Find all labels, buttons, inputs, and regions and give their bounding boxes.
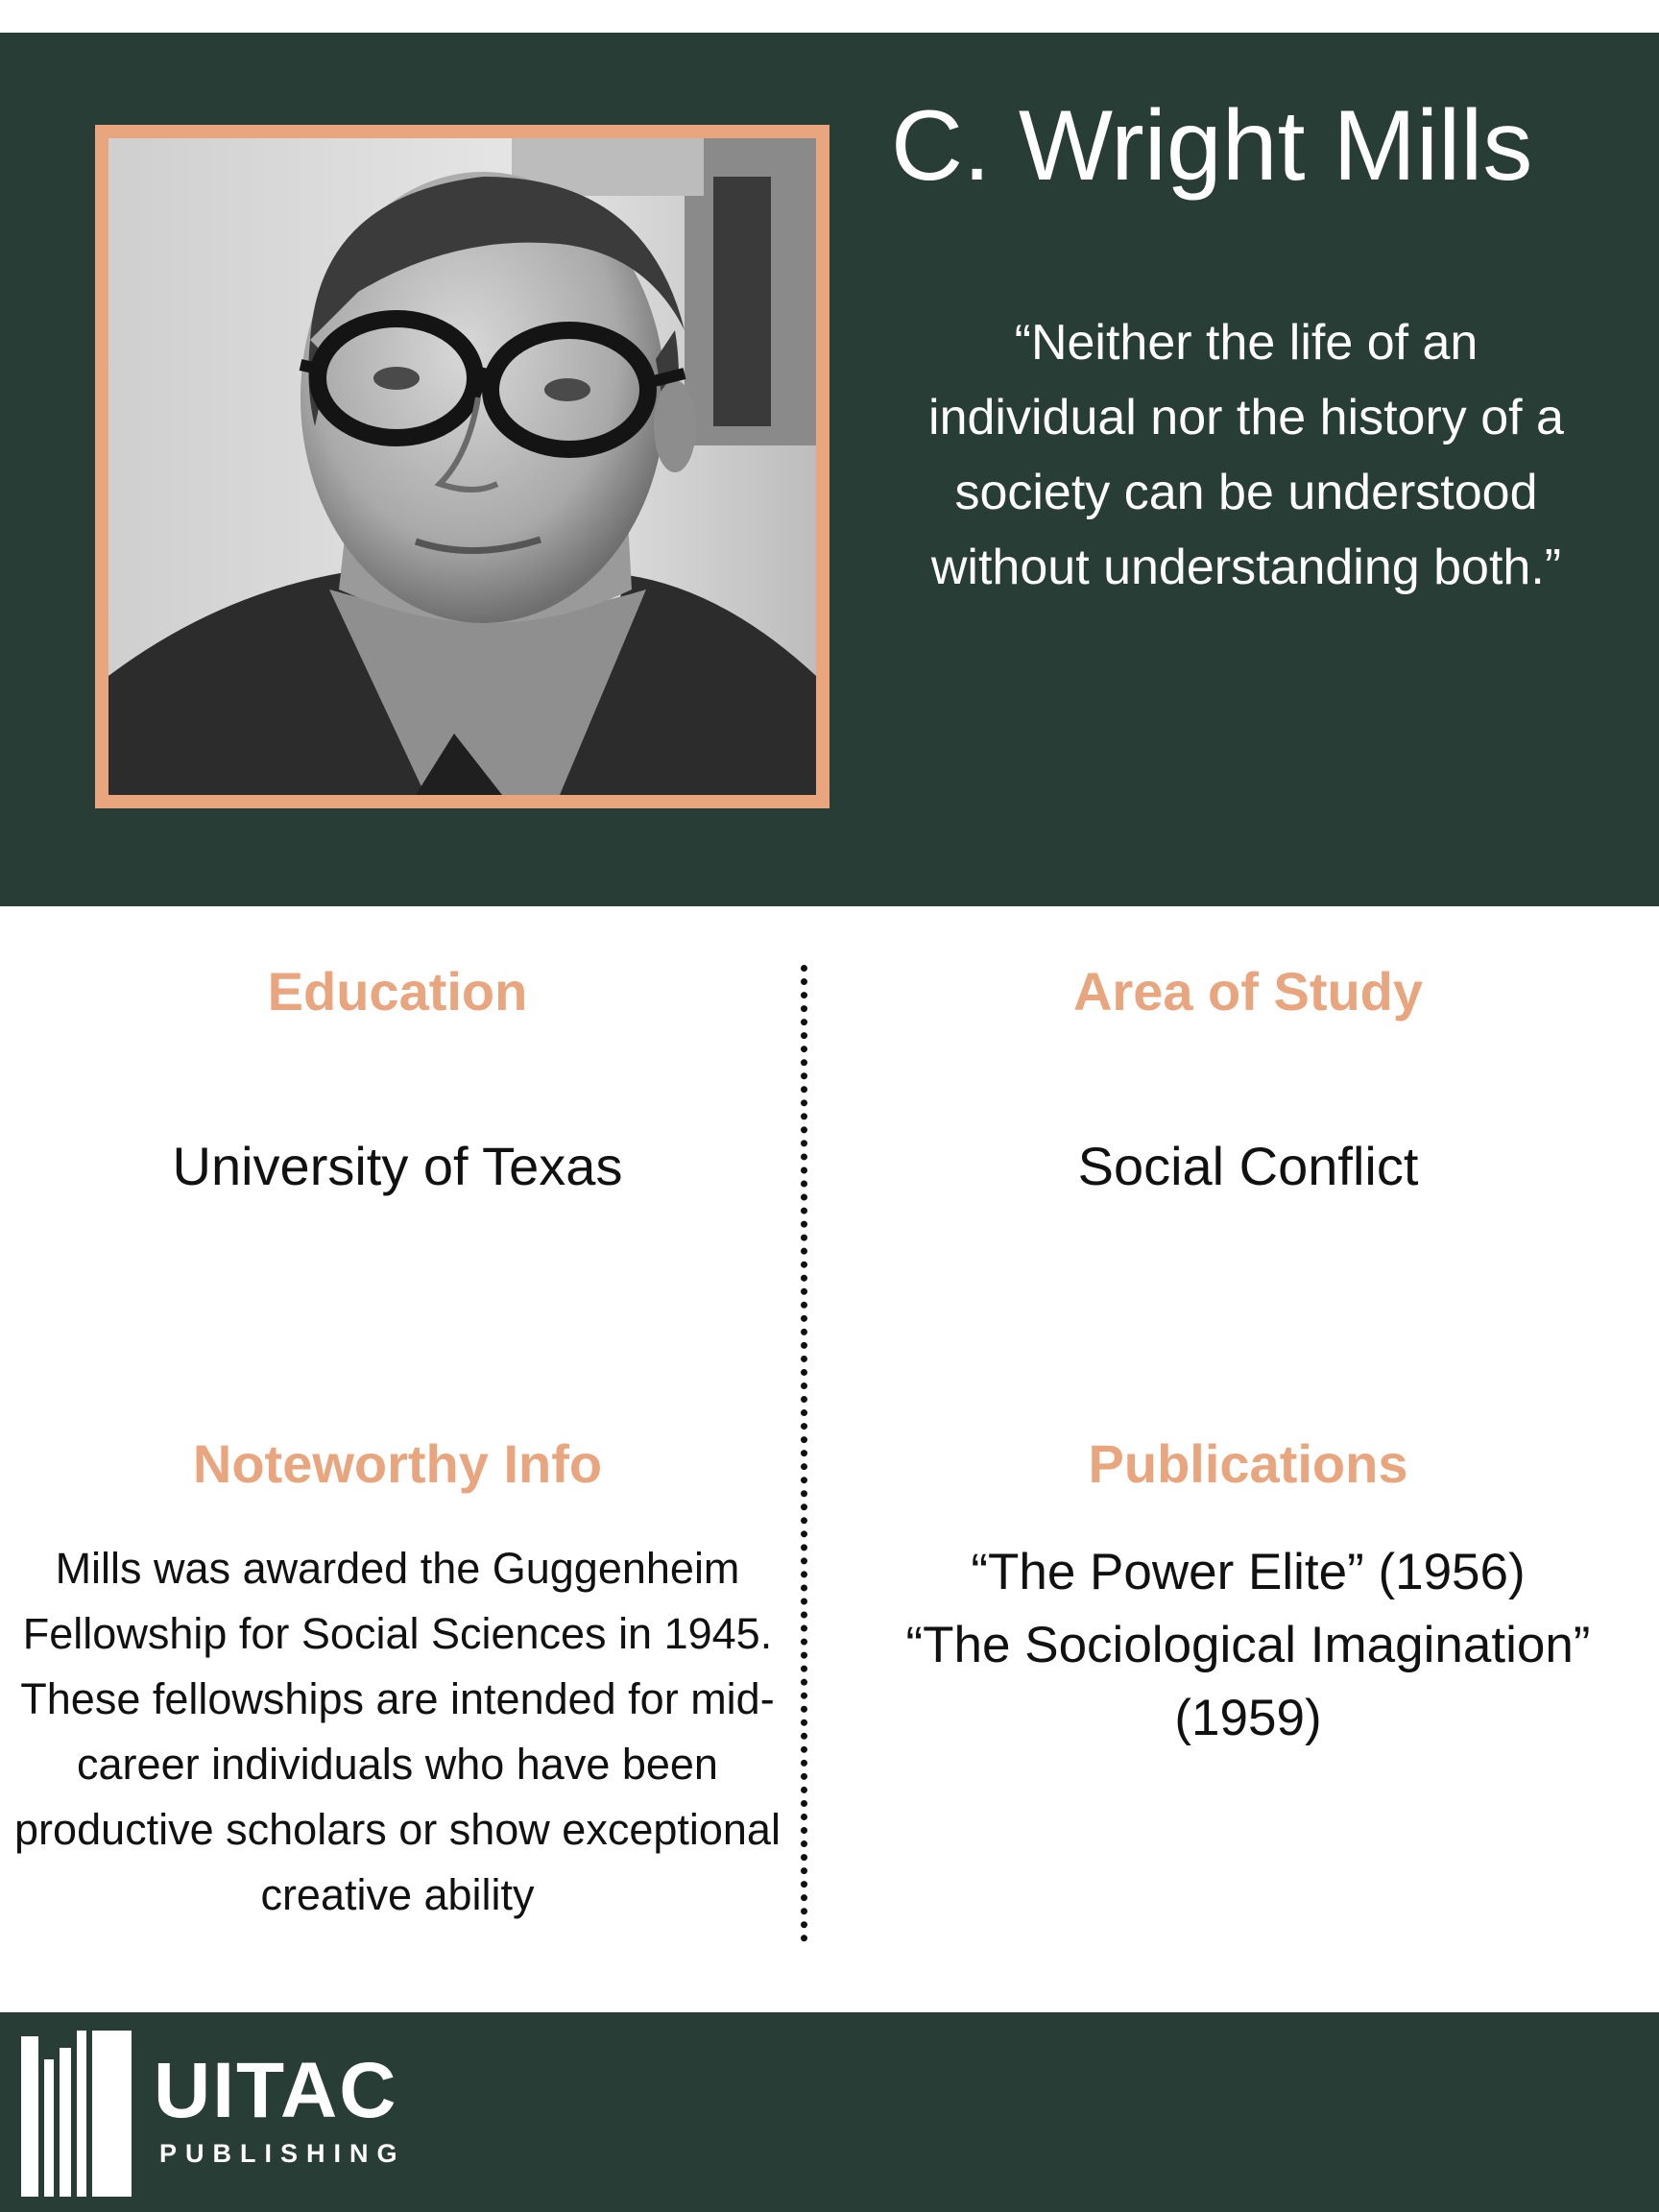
column-divider <box>801 965 807 1942</box>
portrait-image <box>108 138 816 795</box>
top-margin <box>0 0 1659 33</box>
publication-item: “The Sociological Imagination” (1959) <box>905 1617 1591 1746</box>
publisher-name: UITAC <box>154 2047 398 2134</box>
noteworthy-info-title: Noteworthy Info <box>192 1433 603 1494</box>
noteworthy-info-text: Mills was awarded the Guggenheim Fellowship for Social Sciences in 1945. These fellowships are intended for mid-career individuals who have been productive scholars or show exceptional creative ability <box>14 1544 781 1919</box>
portrait-photo <box>108 138 816 795</box>
person-quote: “Neither the life of an individual nor the history of a society can be understood without understanding both.” <box>928 315 1564 595</box>
publisher-subtitle: PUBLISHING <box>159 2139 406 2168</box>
publications-list <box>864 1536 1632 1755</box>
publication-item: “The Power Elite” (1956) <box>971 1544 1526 1600</box>
publications-title: Publications <box>1088 1433 1408 1494</box>
portrait-frame <box>95 125 830 808</box>
area-of-study-title: Area of Study <box>1072 961 1424 1022</box>
person-name: C. Wright Mills <box>891 90 1533 202</box>
book-stack-logo-icon <box>21 2031 132 2197</box>
education-value: University of Texas <box>172 1136 623 1196</box>
education-title: Education <box>267 961 528 1022</box>
area-of-study-value: Social Conflict <box>1077 1136 1419 1196</box>
